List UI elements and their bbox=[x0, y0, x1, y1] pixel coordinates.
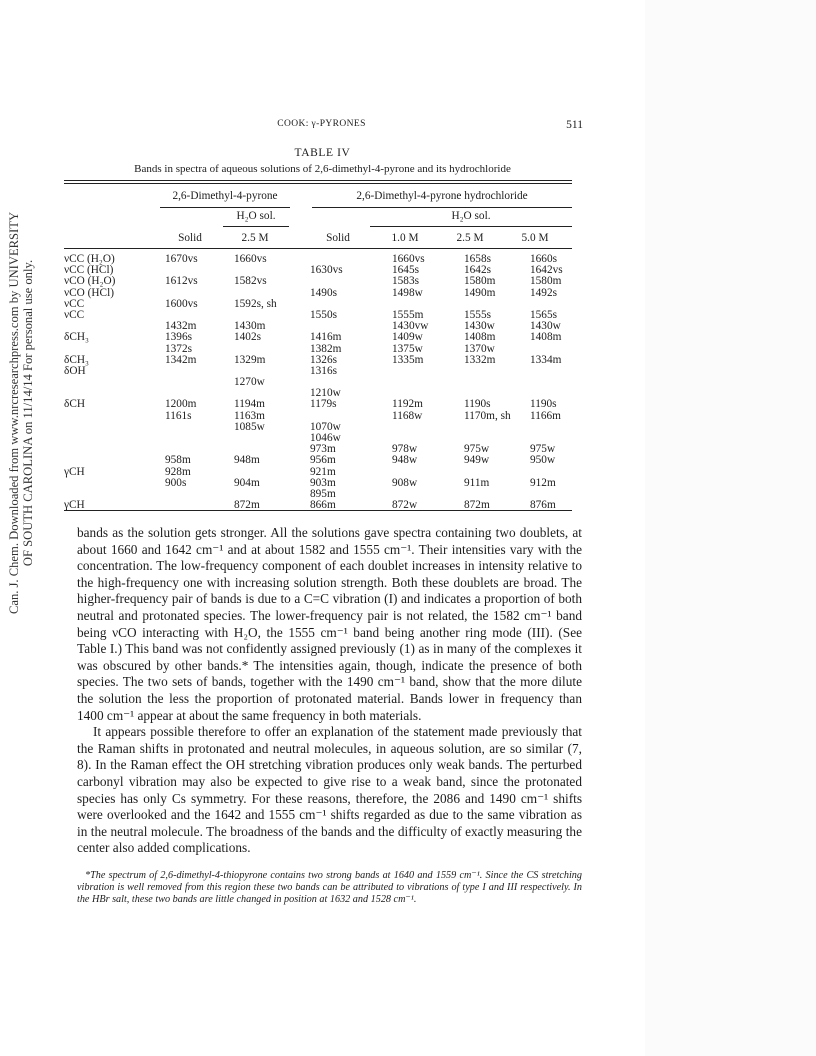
band-cell: 1670vs bbox=[165, 253, 198, 265]
assignment-cell: γCH bbox=[64, 499, 85, 512]
subgroup-rule-hydrochloride bbox=[370, 226, 572, 227]
band-cell: 1396s bbox=[165, 331, 192, 344]
band-cell: 1490s bbox=[310, 286, 337, 299]
group-rule-hydrochloride bbox=[312, 207, 572, 208]
band-cell: 903m bbox=[310, 476, 336, 489]
band-cell: 1372s bbox=[165, 342, 192, 355]
column-header: 1.0 M bbox=[391, 232, 419, 244]
band-cell: 1555m bbox=[392, 308, 424, 321]
band-cell: 1334m bbox=[530, 353, 562, 366]
download-watermark bbox=[2, 205, 35, 625]
band-cell: 978w bbox=[392, 443, 418, 456]
page-margin-shading bbox=[645, 0, 816, 1056]
band-cell: 958m bbox=[165, 454, 191, 467]
band-cell: 1375w bbox=[392, 342, 423, 355]
band-cell: 1382m bbox=[310, 342, 342, 355]
assignment-cell: δCH₃ bbox=[64, 353, 89, 366]
band-cell: 1161s bbox=[165, 409, 192, 422]
band-cell: 872m bbox=[464, 499, 490, 512]
band-cell: 1430vw bbox=[392, 320, 429, 333]
band-cell: 895m bbox=[310, 487, 336, 500]
column-header: 5.0 M bbox=[521, 232, 549, 244]
band-cell: 1335m bbox=[392, 353, 424, 366]
assignment-cell: νCC bbox=[64, 308, 85, 321]
band-cell: 975w bbox=[530, 443, 556, 456]
band-cell: 1166m bbox=[530, 409, 561, 422]
band-cell: 1582vs bbox=[234, 275, 267, 288]
page-number: 511 bbox=[566, 119, 583, 131]
band-cell: 1085w bbox=[234, 420, 265, 433]
band-cell: 1600vs bbox=[165, 297, 198, 310]
subgroup-rule-neutral bbox=[223, 226, 289, 227]
band-cell: 1190s bbox=[464, 398, 491, 411]
band-cell: 1192m bbox=[392, 398, 423, 411]
table-top-rule-2 bbox=[64, 183, 572, 184]
band-cell: 1645s bbox=[392, 264, 419, 277]
subheader-neutral: H₂O sol. bbox=[236, 210, 276, 222]
band-cell: 1170m, sh bbox=[464, 409, 511, 422]
band-cell: 900s bbox=[165, 476, 187, 489]
table-caption: Bands in spectra of aqueous solutions of 2,6-dimethyl-4-pyrone and its hydrochloride bbox=[134, 163, 511, 175]
assignment-cell: δCH₃ bbox=[64, 331, 89, 344]
band-cell: 908w bbox=[392, 476, 418, 489]
band-cell: 1583s bbox=[392, 275, 419, 288]
band-cell: 1168w bbox=[392, 409, 423, 422]
band-cell: 866m bbox=[310, 499, 336, 512]
band-cell: 1490m bbox=[464, 286, 496, 299]
table-top-rule bbox=[64, 180, 572, 181]
assignment-cell: νCO (H₂O) bbox=[64, 275, 116, 288]
band-cell: 1430w bbox=[530, 320, 561, 333]
band-cell: 1270w bbox=[234, 376, 265, 389]
assignment-cell: νCO (HCl) bbox=[64, 286, 114, 299]
band-cell: 912m bbox=[530, 476, 556, 489]
band-cell: 948w bbox=[392, 454, 418, 467]
band-cell: 1046w bbox=[310, 432, 341, 444]
band-cell: 1642vs bbox=[530, 264, 563, 277]
column-header: 2.5 M bbox=[241, 232, 269, 244]
band-cell: 1194m bbox=[234, 398, 265, 411]
band-cell: 975w bbox=[464, 443, 490, 456]
band-cell: 1342m bbox=[165, 353, 197, 366]
band-cell: 1200m bbox=[165, 398, 197, 411]
running-head bbox=[60, 119, 583, 133]
band-cell: 1580m bbox=[464, 275, 496, 288]
band-cell: 1409w bbox=[392, 331, 423, 344]
band-cell: 950w bbox=[530, 454, 556, 467]
column-header: Solid bbox=[178, 232, 202, 244]
band-cell: 1658s bbox=[464, 253, 491, 265]
band-cell: 1408m bbox=[464, 331, 496, 344]
column-header: Solid bbox=[326, 232, 350, 244]
paragraph: bands as the solution gets stronger. All the solutions gave spectra containing two doublets, at about 1660 and 1642 cm⁻¹ and at about 1582 and 1555 cm⁻¹. Their intensities vary with the concentration. The low-frequency component of each doublet increases in intensity relative to the high-frequency one with increasing solution strength. Both these doublets are broad. The higher-frequency pair of bands is due to a C=C vibration (I) and indicates a proportion of both neutral and protonated species. The lower-frequency pair is not related, the 1582 cm⁻¹ band being νCO interacting with H₂O, the 1555 cm⁻¹ band being another ring mode (III). (See Table I.) This band was not confidently assigned previously (1) as in many of the complexes it was obscured by other bands.* The intensities again, though, indicate the presence of both species. The two sets of bands, together with the 1490 cm⁻¹ band, show that the more dilute the solution the less the proportion of protonated material. Bands lower in frequency than 1400 cm⁻¹ appear at about the same frequency in both materials. bbox=[77, 525, 582, 723]
band-cell: 1592s, sh bbox=[234, 297, 277, 310]
band-cell: 949w bbox=[464, 454, 490, 467]
band-cell: 1332m bbox=[464, 353, 496, 366]
assignment-cell: γCH bbox=[64, 465, 85, 478]
band-cell: 1630vs bbox=[310, 264, 343, 277]
assignment-cell: δCH bbox=[64, 398, 86, 411]
band-cell: 948m bbox=[234, 454, 260, 467]
band-cell: 1642s bbox=[464, 264, 491, 277]
band-cell: 1326s bbox=[310, 353, 337, 366]
body-text bbox=[77, 525, 582, 857]
running-title: COOK: γ-PYRONES bbox=[277, 119, 366, 129]
band-cell: 1550s bbox=[310, 308, 337, 321]
band-cell: 973m bbox=[310, 443, 336, 456]
assignment-cell: δOH bbox=[64, 364, 86, 377]
subheader-hydrochloride: H₂O sol. bbox=[451, 210, 491, 222]
assignment-cell: νCC (HCl) bbox=[64, 264, 114, 277]
band-cell: 1163m bbox=[234, 409, 265, 422]
paragraph: It appears possible therefore to offer an explanation of the statement made previously that the Raman shifts in protonated and neutral molecules, in aqueous solution, are so similar (7, 8). In the Raman effect the OH stretching vibration produces only weak bands. The perturbed carbonyl vibration may also be expected to give rise to a weak band, since the protonated species has only Cs symmetry. For these reasons, therefore, the 2086 and 1490 cm⁻¹ shifts were overlooked and the 1642 and 1555 cm⁻¹ shifts regarded as due to the same vibration as in the neutral molecule. The broadness of the bands and the difficulty of exactly measuring the center also added complications. bbox=[77, 724, 582, 856]
band-cell: 1329m bbox=[234, 353, 266, 366]
band-cell: 1179s bbox=[310, 398, 337, 411]
group-header-hydrochloride: 2,6-Dimethyl-4-pyrone hydrochloride bbox=[356, 190, 528, 202]
band-cell: 1432m bbox=[165, 320, 197, 333]
band-cell: 1498w bbox=[392, 286, 423, 299]
band-cell: 1555s bbox=[464, 308, 491, 321]
band-cell: 1430m bbox=[234, 320, 266, 333]
band-cell: 1402s bbox=[234, 331, 261, 344]
band-cell: 1565s bbox=[530, 308, 557, 321]
download-watermark-text: Can. J. Chem. Downloaded from www.nrcresearchpress.com by UNIVERSITY OF SOUTH CAROLINA on 11/14/14 For personal use only. bbox=[7, 211, 35, 615]
band-cell: 1416m bbox=[310, 331, 342, 344]
assignment-cell: νCC bbox=[64, 297, 85, 310]
band-cell: 872m bbox=[234, 499, 260, 512]
band-cell: 872w bbox=[392, 499, 418, 512]
footnote: *The spectrum of 2,6-dimethyl-4-thiopyrone contains two strong bands at 1640 and 1559 cm⁻¹. Since the CS stretching vibration is well removed from this region these two bands can be attributed to vibrations of type I and III respectively. In the HBr salt, these two bands are little changed in position at 1632 and 1528 cm⁻¹. bbox=[77, 870, 582, 905]
band-cell: 1430w bbox=[464, 320, 495, 333]
band-cell: 1660vs bbox=[234, 253, 267, 265]
band-cell: 1210w bbox=[310, 387, 341, 400]
band-cell: 1316s bbox=[310, 364, 337, 377]
table-title: TABLE IV bbox=[294, 147, 351, 159]
band-cell: 911m bbox=[464, 476, 490, 489]
band-cell: 1612vs bbox=[165, 275, 198, 288]
band-cell: 1370w bbox=[464, 342, 495, 355]
assignment-cell: νCC (H₂O) bbox=[64, 253, 115, 265]
band-cell: 1408m bbox=[530, 331, 562, 344]
band-cell: 1190s bbox=[530, 398, 557, 411]
band-cell: 904m bbox=[234, 476, 260, 489]
column-header: 2.5 M bbox=[456, 232, 484, 244]
band-cell: 876m bbox=[530, 499, 556, 512]
band-cell: 1492s bbox=[530, 286, 557, 299]
band-cell: 1070w bbox=[310, 420, 341, 433]
band-cell: 1660s bbox=[530, 253, 557, 265]
band-cell: 956m bbox=[310, 454, 336, 467]
band-cell: 928m bbox=[165, 465, 191, 478]
band-cell: 1580m bbox=[530, 275, 562, 288]
band-cell: 921m bbox=[310, 465, 336, 478]
group-rule-neutral bbox=[160, 207, 290, 208]
group-header-neutral: 2,6-Dimethyl-4-pyrone bbox=[172, 190, 278, 202]
band-cell: 1660vs bbox=[392, 253, 425, 265]
header-bottom-rule bbox=[64, 248, 572, 249]
